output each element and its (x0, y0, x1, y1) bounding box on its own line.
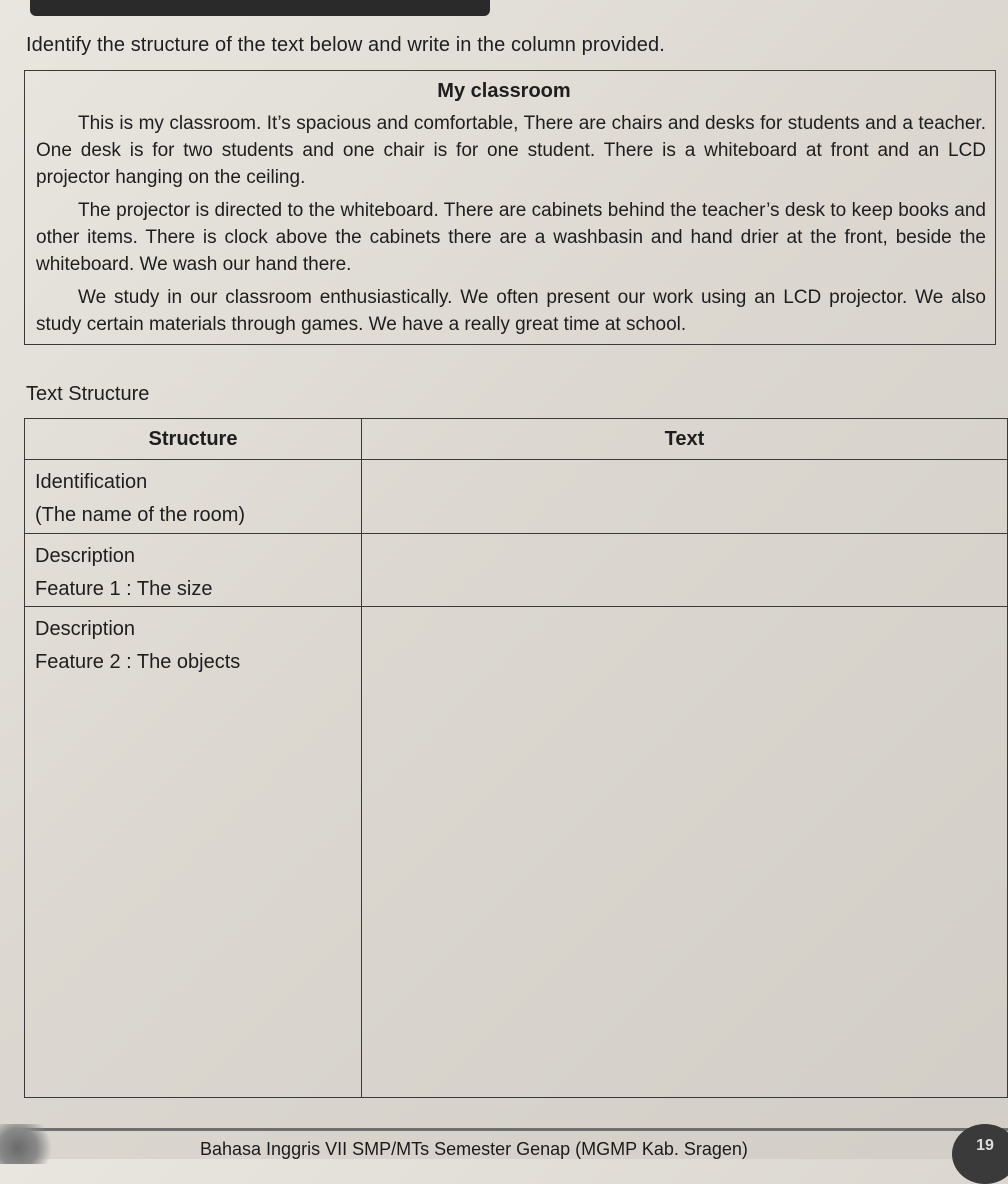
story-paragraph-1: This is my classroom. It’s spacious and comfortable, There are chairs and desks for students and a teacher. One desk is for two students and one chair is for one student. There is a whiteboard at front and an LCD projector hanging on the ceiling. (36, 113, 986, 188)
structure-label: Description (35, 545, 136, 567)
footer-text: Bahasa Inggris VII SMP/MTs Semester Genap (MGMP Kab. Sragen) (200, 1139, 748, 1159)
structure-sublabel: (The name of the room) (35, 504, 246, 526)
header-text: Text (362, 419, 1008, 460)
header-structure: Structure (25, 419, 362, 460)
story-paragraph-3: We study in our classroom enthusiastically. We often present our work using an LCD projector. We also study certain materials through games. We have a really great time at school. (36, 287, 986, 335)
section-title: Text Structure (26, 383, 150, 405)
table-header-row (25, 419, 1008, 460)
text-answer-cell[interactable] (362, 460, 1008, 534)
top-dark-bar (30, 0, 490, 16)
structure-sublabel: Feature 1 : The size (35, 578, 213, 600)
table-row (25, 460, 1008, 534)
instruction-text: Identify the structure of the text below and write in the column provided. (26, 34, 665, 56)
structure-label: Identification (35, 471, 148, 493)
footer-divider (20, 1128, 1008, 1131)
structure-cell (25, 607, 362, 1098)
table-row (25, 534, 1008, 607)
text-answer-cell[interactable] (362, 607, 1008, 1098)
structure-cell (25, 460, 362, 534)
structure-cell (25, 534, 362, 607)
story-paragraph-2: The projector is directed to the whiteboard. There are cabinets behind the teacher’s desk to keep books and other items. There is clock above the cabinets there are a washbasin and hand drier at the front, beside the whiteboard. We wash our hand there. (36, 200, 986, 275)
page-number-badge: 19 (952, 1124, 1008, 1184)
structure-table (24, 418, 1008, 1098)
corner-decoration (0, 1124, 60, 1164)
structure-label: Description (35, 618, 136, 640)
table-row (25, 607, 1008, 1098)
text-answer-cell[interactable] (362, 534, 1008, 607)
structure-sublabel: Feature 2 : The objects (35, 651, 241, 673)
story-title: My classroom (437, 80, 571, 102)
